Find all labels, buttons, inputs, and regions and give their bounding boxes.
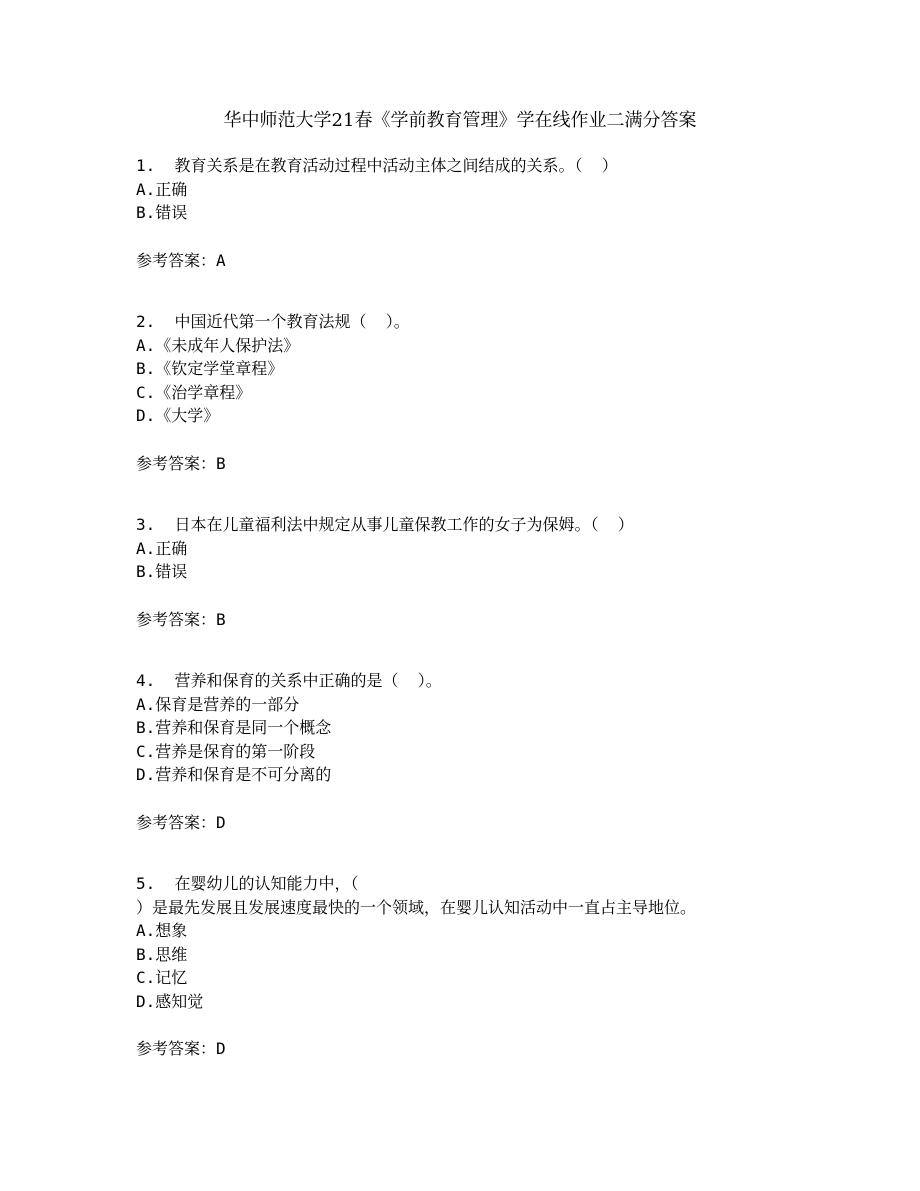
- answer-value: B: [216, 609, 226, 629]
- answer-line: [136, 811, 856, 835]
- question-2: [136, 310, 856, 475]
- option-a: A.正确: [136, 538, 188, 558]
- answer-label: 参考答案：: [136, 812, 217, 832]
- question-number: 4.: [136, 671, 156, 690]
- question-4: [136, 669, 856, 834]
- option-c: C.《治学章程》: [136, 382, 252, 402]
- question-stem: 教育关系是在教育活动过程中活动主体之间结成的关系。（ ）: [174, 156, 618, 175]
- document-title: 华中师范大学21春《学前教育管理》学在线作业二满分答案: [223, 110, 697, 131]
- answer-line: [136, 249, 856, 273]
- option-b: B.错误: [136, 562, 188, 581]
- question-stem: 在婴幼儿的认知能力中，（ ）是最先发展且发展速度最快的一个领域，在婴儿认知活动中一直占主导地位。: [136, 874, 697, 917]
- option-c: C.记忆: [136, 968, 188, 987]
- answer-label: 参考答案：: [136, 1039, 217, 1058]
- option-c: C.营养是保育的第一阶段: [136, 741, 316, 761]
- question-stem-line: [136, 872, 856, 919]
- option-a: A.正确: [136, 179, 188, 199]
- option-a: A.《未成年人保护法》: [136, 335, 300, 355]
- question-number: 2.: [136, 312, 156, 331]
- option-b: B.营养和保育是同一个概念: [136, 718, 332, 737]
- answer-value: D: [216, 1039, 226, 1058]
- answer-value: A: [216, 250, 226, 270]
- question-stem-line: [136, 154, 856, 178]
- option-a: A.保育是营养的一部分: [136, 694, 300, 714]
- question-3: [136, 513, 856, 631]
- answer-label: 参考答案：: [136, 609, 217, 629]
- answer-label: 参考答案：: [136, 250, 217, 270]
- question-number: 1.: [136, 156, 156, 175]
- question-stem-line: [136, 513, 856, 537]
- question-number: 5.: [136, 874, 156, 893]
- question-stem: 日本在儿童福利法中规定从事儿童保教工作的女子为保姆。（ ）: [174, 515, 634, 534]
- option-d: D.营养和保育是不可分离的: [136, 765, 332, 784]
- question-number: 3.: [136, 515, 156, 534]
- question-1: [136, 154, 856, 272]
- option-b: B.《钦定学堂章程》: [136, 359, 284, 378]
- answer-line: [136, 608, 856, 632]
- question-5: [136, 872, 856, 1061]
- question-list: [136, 154, 856, 1099]
- answer-value: D: [216, 812, 226, 832]
- answer-line: [136, 1037, 856, 1061]
- option-a: A.想象: [136, 921, 188, 940]
- answer-value: B: [216, 453, 226, 473]
- question-stem-line: [136, 669, 856, 693]
- option-b: B.思维: [136, 944, 188, 964]
- answer-label: 参考答案：: [136, 453, 217, 473]
- option-d: D.《大学》: [136, 406, 220, 425]
- option-b: B.错误: [136, 203, 188, 222]
- answer-line: [136, 452, 856, 476]
- option-d: D.感知觉: [136, 991, 204, 1011]
- question-stem: 中国近代第一个教育法规（ ）。: [174, 312, 410, 331]
- question-stem-line: [136, 310, 856, 334]
- question-stem: 营养和保育的关系中正确的是（ ）。: [174, 671, 442, 690]
